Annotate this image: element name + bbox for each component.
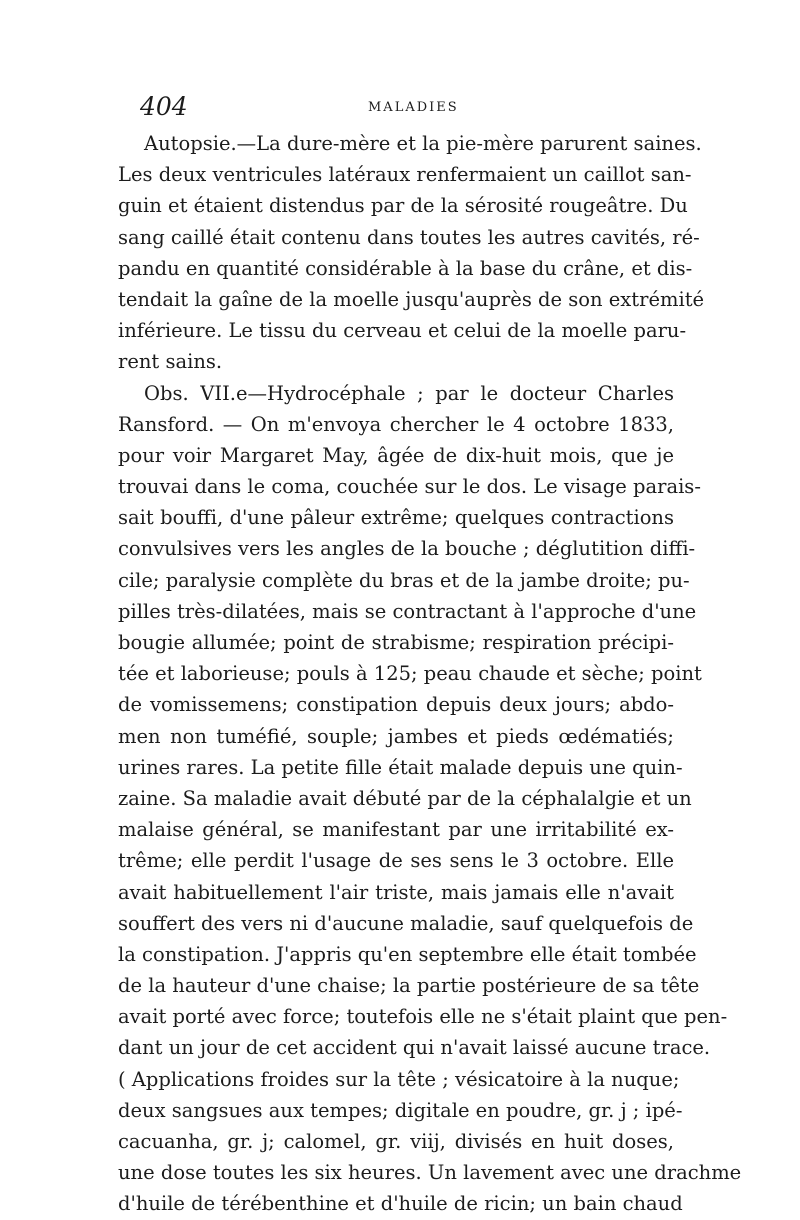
text-line: Les deux ventricules latéraux renfermaient un caillot san- (118, 163, 692, 187)
text-line: de la hauteur d'une chaise; la partie postérieure de sa tête (118, 974, 700, 998)
text-line: avait porté avec force; toutefois elle ne s'était plaint que pen- (118, 1005, 728, 1029)
page-number: 404 (140, 92, 188, 121)
text-line: une dose toutes les six heures. Un lavement avec une drachme (118, 1161, 742, 1185)
text-line: la constipation. J'appris qu'en septembre elle était tombée (118, 942, 697, 966)
text-line: trême; elle perdit l'usage de ses sens le 3 octobre. Elle (118, 849, 674, 873)
text-line: pilles très-dilatées, mais se contractant à l'approche d'une (118, 599, 697, 623)
text-line: d'huile de térébenthine et d'huile de ricin; un bain chaud (118, 1192, 683, 1216)
text-line: pandu en quantité considérable à la base du crâne, et dis- (118, 256, 693, 280)
text-line: dant un jour de cet accident qui n'avait laissé aucune trace. (118, 1036, 711, 1060)
text-line: tendait la gaîne de la moelle jusqu'auprès de son extrémité (118, 287, 705, 311)
text-line: de vomissemens; constipation depuis deux jours; abdo- (118, 693, 674, 717)
text-line: trouvai dans le coma, couchée sur le dos. Le visage parais- (118, 475, 701, 499)
text-line: rent sains. (118, 350, 223, 374)
text-line: malaise général, se manifestant par une irritabilité ex- (118, 818, 674, 842)
text-line: cile; paralysie complète du bras et de la jambe droite; pu- (118, 568, 690, 592)
text-line: inférieure. Le tissu du cerveau et celui de la moelle paru- (118, 319, 687, 343)
text-line: ( Applications froides sur la tête ; vésicatoire à la nuque; (118, 1067, 680, 1091)
text-line: zaine. Sa maladie avait débuté par de la céphalalgie et un (118, 786, 692, 810)
body-text (118, 128, 742, 1220)
text-line: Autopsie.—La dure-mère et la pie-mère parurent saines. (144, 132, 702, 155)
text-line: Ransford. — On m'envoya chercher le 4 octobre 1833, (118, 412, 674, 436)
text-line: bougie allumée; point de strabisme; respiration précipi- (118, 631, 674, 654)
text-line: men non tuméfié, souple; jambes et pieds œdématiés; (118, 724, 674, 748)
text-line: avait habituellement l'air triste, mais jamais elle n'avait (118, 880, 674, 904)
text-line: tée et laborieuse; pouls à 125; peau chaude et sèche; point (118, 662, 702, 686)
text-line: urines rares. La petite fille était malade depuis une quin- (118, 755, 683, 779)
text-line: convulsives vers les angles de la bouche ; déglutition diffi- (118, 537, 696, 561)
page-header (140, 92, 660, 122)
text-line: souffert des vers ni d'aucune maladie, sauf quelquefois de (118, 911, 694, 935)
text-line: pour voir Margaret May, âgée de dix-huit mois, que je (118, 443, 674, 467)
running-head: MALADIES (368, 100, 459, 115)
text-line: sait bouffi, d'une pâleur extrême; quelques contractions (118, 506, 674, 530)
text-line: guin et étaient distendus par de la sérosité rougeâtre. Du (118, 194, 688, 218)
text-line: cacuanha, gr. j; calomel, gr. viij, divisés en huit doses, (118, 1130, 674, 1153)
text-line: deux sangsues aux tempes; digitale en poudre, gr. j ; ipé- (118, 1098, 683, 1122)
text-line: Obs. VII.e—Hydrocéphale ; par le docteur Charles (144, 381, 674, 405)
text-line: sang caillé était contenu dans toutes les autres cavités, ré- (118, 225, 700, 249)
